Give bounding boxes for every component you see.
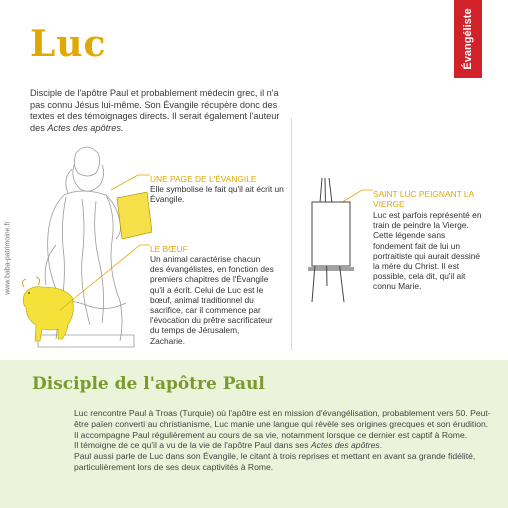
section-title: Disciple de l'apôtre Paul	[32, 374, 265, 394]
section-paragraph-2-italic: Actes des apôtres	[310, 440, 380, 451]
section-paragraph-2-text: Il témoigne de ce qu'il a vu de la vie de l'apôtre Paul dans ses	[74, 440, 311, 451]
category-tab-label: Évangéliste	[462, 8, 474, 70]
callout-painter-title: SAINT LUC PEIGNANT LA VIERGE	[373, 189, 474, 209]
callout-ox-text: Un animal caractérise chacun des évangélistes, en fonction des premiers chapitres de l'Évangile qu'il a écrit. Celui de Luc est le bœuf, animal traditionnel du sacrifice, car il commence par l'évocation du prêtre sacrificateur du temps de Jérusalem, Zacharie.	[150, 254, 274, 346]
callout-painter-text: Luc est parfois représenté en train de peindre la Vierge. Cette légende sans fondement fait de lui un portraitiste qui aurait dessiné la mère du Christ. Il est possible, cela dit, qu'il ait connu Marie.	[373, 210, 482, 292]
section-paragraph-2-end: .	[379, 440, 383, 451]
callout-ox-title: LE BŒUF	[150, 244, 188, 254]
intro-text: Disciple de l'apôtre Paul et probablement médecin grec, il n'a pas connu Jésus lui-même. Son Évangile récupère donc des textes et des témoignages directs. Il serait également l'auteur des	[30, 88, 280, 133]
callout-page-text: Elle symbolise le fait qu'il ait écrit un Évangile.	[150, 184, 284, 205]
section-paragraph-2	[74, 440, 494, 451]
easel-illustration	[300, 176, 362, 308]
callout-page-title: UNE PAGE DE L'ÉVANGILE	[150, 174, 257, 184]
section-body	[74, 408, 494, 473]
intro-italic: Actes des apôtres.	[47, 122, 124, 133]
page-title: Luc	[30, 23, 107, 65]
side-credit-text: www.baba-patrimoine.fr	[4, 221, 12, 295]
section-paragraph-1: Luc rencontre Paul à Troas (Turquie) où l'apôtre est en mission d'évangélisation, probablement vers 50. Peut-être païen converti au christianisme, Luc manie une langue qui révèle ses origines grecques et son érudition. Il accompagne Paul régulièrement au cours de sa vie, notamment lorsque ce dernier est captif à Rome.	[74, 408, 491, 440]
section-paragraph-3: Paul aussi parle de Luc dans son Évangile, le citant à trois reprises et mettant en avant sa grande fidélité, particulièrement lors de ses deux captivités à Rome.	[74, 451, 476, 472]
